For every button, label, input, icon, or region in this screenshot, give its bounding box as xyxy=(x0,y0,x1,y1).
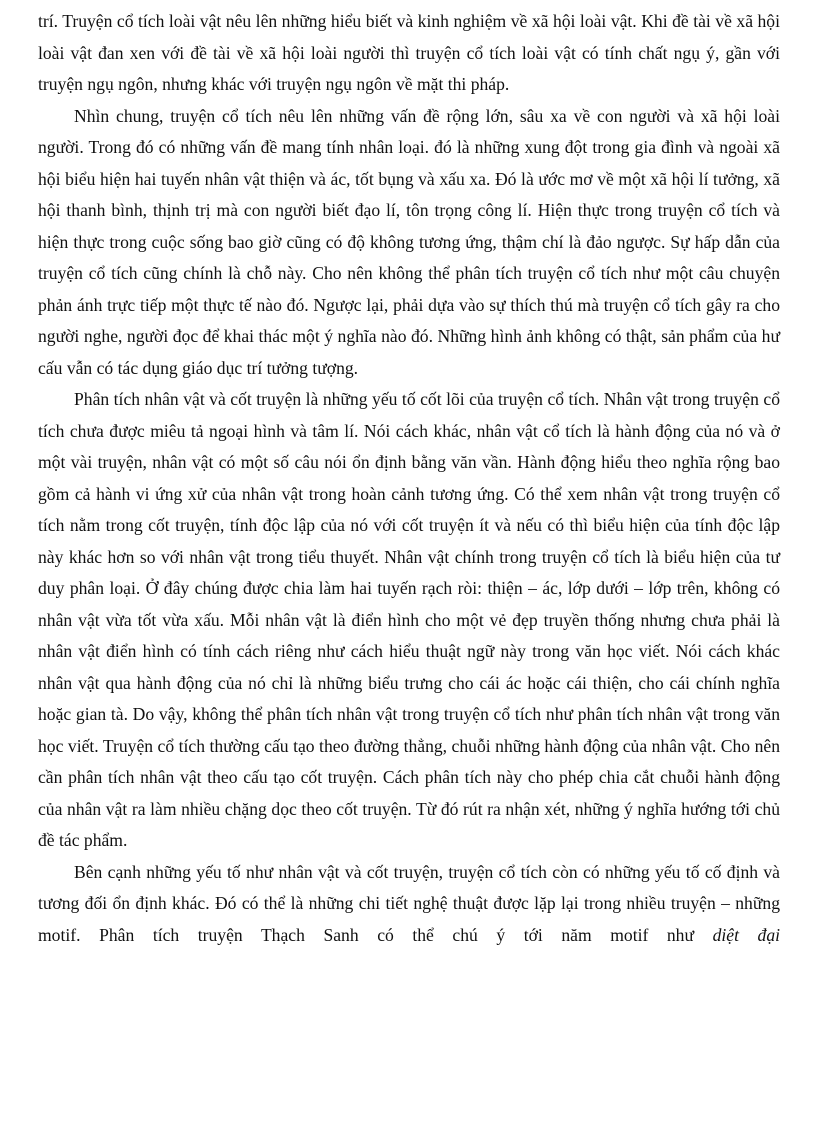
paragraph-4-italic-tail: diệt đại xyxy=(712,924,780,945)
document-page xyxy=(38,6,780,951)
paragraph-4-text: Bên cạnh những yếu tố như nhân vật và cốt truyện, truyện cổ tích còn có những yếu tố cố định và tương đối ổn định khác. Đó có thể là những chi tiết nghệ thuật được lặp lại trong nhiều truyện – những motif. Phân tích truyện Thạch Sanh có thể chú ý tới năm motif như xyxy=(38,861,780,945)
paragraph-2: Nhìn chung, truyện cổ tích nêu lên những vấn đề rộng lớn, sâu xa về con người và xã hội loài người. Trong đó có những vấn đề mang tính nhân loại. đó là những xung đột trong gia đình và ngoài xã hội biểu hiện hai tuyến nhân vật thiện và ác, tốt bụng và xấu xa. Đó là ước mơ về một xã hội lí tưởng, xã hội thanh bình, thịnh trị mà con người biết đạo lí, tôn trọng công lí. Hiện thực trong truyện cổ tích và hiện thực trong cuộc sống bao giờ cũng có độ không tương ứng, thậm chí là đảo ngược. Sự hấp dẫn của truyện cổ tích cũng chính là chỗ này. Cho nên không thể phân tích truyện cổ tích như một câu chuyện phản ánh trực tiếp một thực tế nào đó. Ngược lại, phải dựa vào sự thích thú mà truyện cổ tích gây ra cho người nghe, người đọc để khai thác một ý nghĩa nào đó. Những hình ảnh không có thật, sản phẩm của hư cấu vẫn có tác dụng giáo dục trí tưởng tượng. xyxy=(38,105,780,378)
paragraph-3: Phân tích nhân vật và cốt truyện là những yếu tố cốt lõi của truyện cổ tích. Nhân vật trong truyện cổ tích chưa được miêu tả ngoại hình và tâm lí. Nói cách khác, nhân vật cổ tích là hành động của nó và ở một vài truyện, nhân vật có một số câu nói ổn định bằng văn vần. Hành động hiểu theo nghĩa rộng bao gồm cả hành vi ứng xử của nhân vật trong hoàn cảnh tương ứng. Có thể xem nhân vật trong truyện cổ tích nằm trong cốt truyện, tính độc lập của nó với cốt truyện ít và nếu có thì biểu hiện của tính độc lập này khác hơn so với nhân vật trong tiểu thuyết. Nhân vật chính trong truyện cổ tích là biểu hiện của tư duy phân loại. Ở đây chúng được chia làm hai tuyến rạch ròi: thiện – ác, lớp dưới – lớp trên, không có nhân vật vừa tốt vừa xấu. Mỗi nhân vật là điển hình cho một vẻ đẹp truyền thống nhưng chưa phải là nhân vật điển hình có tính cách riêng như cách hiểu thuật ngữ này trong văn học viết. Nói cách khác nhân vật qua hành động của nó chỉ là những biểu trưng cho cái ác hoặc cái thiện, cho cái chính nghĩa hoặc gian tà. Do vậy, không thể phân tích nhân vật trong truyện cổ tích như phân tích nhân vật trong văn học viết. Truyện cổ tích thường cấu tạo theo đường thẳng, chuỗi những hành động của nhân vật. Cho nên cần phân tích nhân vật theo cấu tạo cốt truyện. Cách phân tích này cho phép chia cắt chuỗi hành động của nhân vật ra làm nhiều chặng dọc theo cốt truyện. Từ đó rút ra nhận xét, những ý nghĩa hướng tới chủ đề tác phẩm. xyxy=(38,389,780,850)
paragraph-4 xyxy=(38,857,780,952)
paragraph-1: trí. Truyện cổ tích loài vật nêu lên những hiểu biết và kinh nghiệm về xã hội loài vật. Khi đề tài về xã hội loài vật đan xen với đề tài về xã hội loài người thì truyện cổ tích loài vật có tính chất ngụ ý, gần với truyện ngụ ngôn, nhưng khác với truyện ngụ ngôn về mặt thi pháp. xyxy=(38,11,780,94)
